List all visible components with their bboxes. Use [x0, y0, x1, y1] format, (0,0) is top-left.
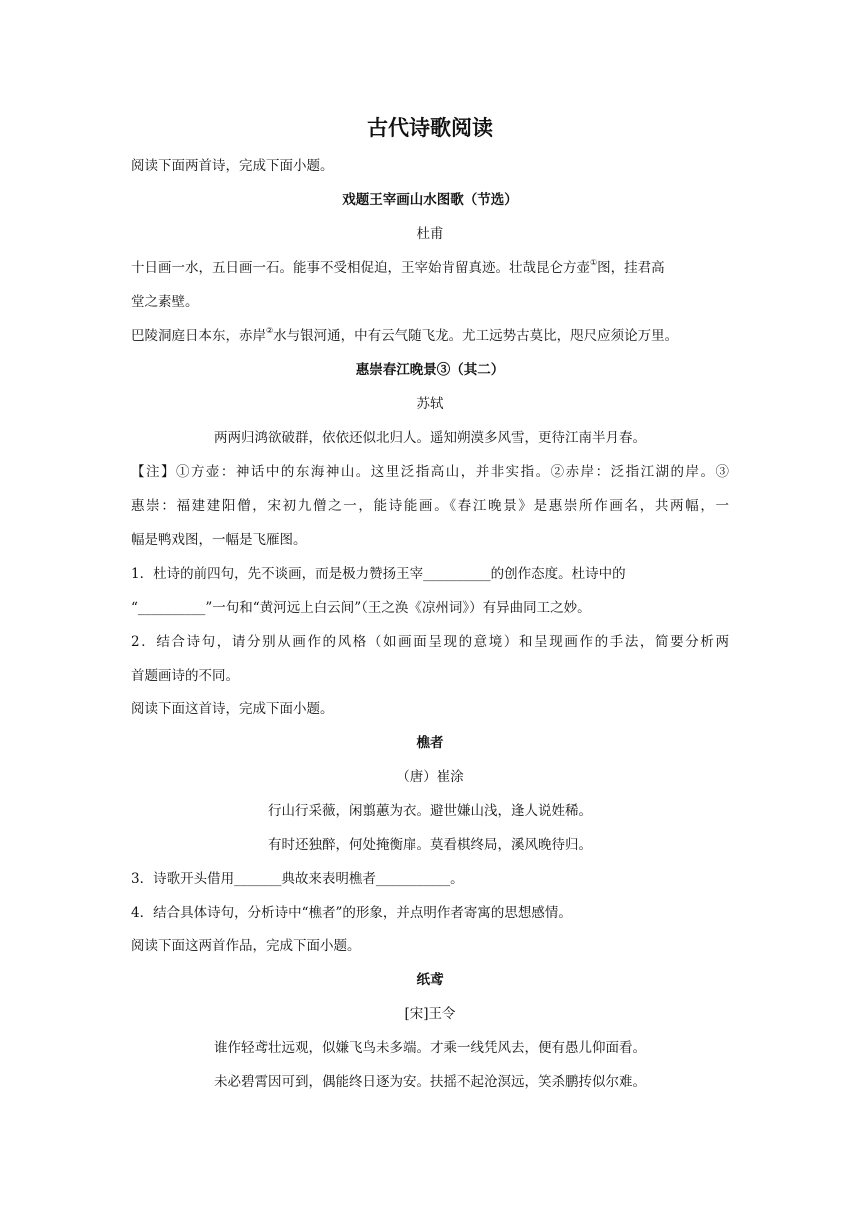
poem4-line1: 谁作轻鸢壮远观，似嫌飞鸟未多端。才乘一线凭风去，便有愚儿仰面看。	[214, 1040, 646, 1056]
poem3-title: 樵者	[416, 735, 444, 751]
note-line2: 惠崇：福建建阳僧，宋初九僧之一，能诗能画。《春江晚景》是惠崇所作画名，共两幅，一	[131, 498, 729, 514]
poem2-author: 苏轼	[416, 396, 444, 412]
footnote-marker-2: ②	[266, 326, 274, 335]
poem3-author: （唐）崔涂	[396, 769, 464, 785]
question-3: 3．诗歌开头借用_______典故来表明樵者___________。	[131, 871, 464, 887]
poem1-line1	[131, 258, 665, 278]
question-2-line2: 首题画诗的不同。	[131, 668, 239, 684]
poem1-line3-text-a: 巴陵洞庭日本东，赤岸	[131, 328, 266, 344]
poem1-line2: 堂之素壁。	[131, 294, 199, 310]
poem1-line3	[131, 326, 678, 346]
poem2-line1: 两两归鸿欲破群，依依还似北归人。遥知朔漠多风雪，更待江南半月春。	[214, 430, 646, 446]
poem1-line1-text-b: 图，挂君高	[597, 260, 665, 276]
section1-instruction: 阅读下面两首诗，完成下面小题。	[131, 158, 334, 174]
poem1-title: 戏题王宰画山水图歌（节选）	[342, 192, 518, 208]
page-title: 古代诗歌阅读	[367, 115, 493, 140]
poem4-line2: 未必碧霄因可到，偶能终日逐为安。扶摇不起沧溟远，笑杀鹏抟似尔难。	[214, 1074, 646, 1090]
poem4-title: 纸鸢	[416, 972, 444, 988]
poem3-line2: 有时还独醉，何处掩衡扉。莫看棋终局，溪风晚待归。	[268, 837, 592, 853]
poem3-line1: 行山行采薇，闲翦蕙为衣。避世嫌山浅，逢人说姓稀。	[268, 803, 592, 819]
poem1-line1-text-a: 十日画一水，五日画一石。能事不受相促迫，王宰始肯留真迹。壮哉昆仑方壶	[131, 260, 590, 276]
section2-instruction: 阅读下面这首诗，完成下面小题。	[131, 701, 334, 717]
note-line1: 【注】①方壶：神话中的东海神山。这里泛指高山，并非实指。②赤岸：泛指江湖的岸。③	[131, 464, 729, 480]
poem1-line3-text-b: 水与银河通，中有云气随飞龙。尤工远势古莫比，咫尺应须论万里。	[273, 328, 679, 344]
question-1-line2: “__________”一句和“黄河远上白云间”（王之涣《凉州词》）有异曲同工之妙。	[131, 600, 591, 616]
section3-instruction: 阅读下面这两首作品，完成下面小题。	[131, 938, 361, 954]
footnote-marker-1: ①	[590, 258, 598, 267]
question-2-line1: 2．结合诗句，请分别从画作的风格（如画面呈现的意境）和呈现画作的手法，简要分析两	[131, 634, 729, 650]
question-1-line1: 1．杜诗的前四句，先不谈画，而是极力赞扬王宰__________的创作态度。杜诗中的	[131, 566, 626, 582]
poem1-author: 杜甫	[416, 226, 444, 242]
poem2-title: 惠崇春江晚景③（其二）	[355, 362, 505, 378]
note-line3: 幅是鸭戏图，一幅是飞雁图。	[131, 532, 307, 548]
question-4: 4．结合具体诗句，分析诗中“樵者”的形象，并点明作者寄寓的思想感情。	[131, 905, 572, 921]
poem4-author: [宋]王令	[404, 1006, 456, 1022]
